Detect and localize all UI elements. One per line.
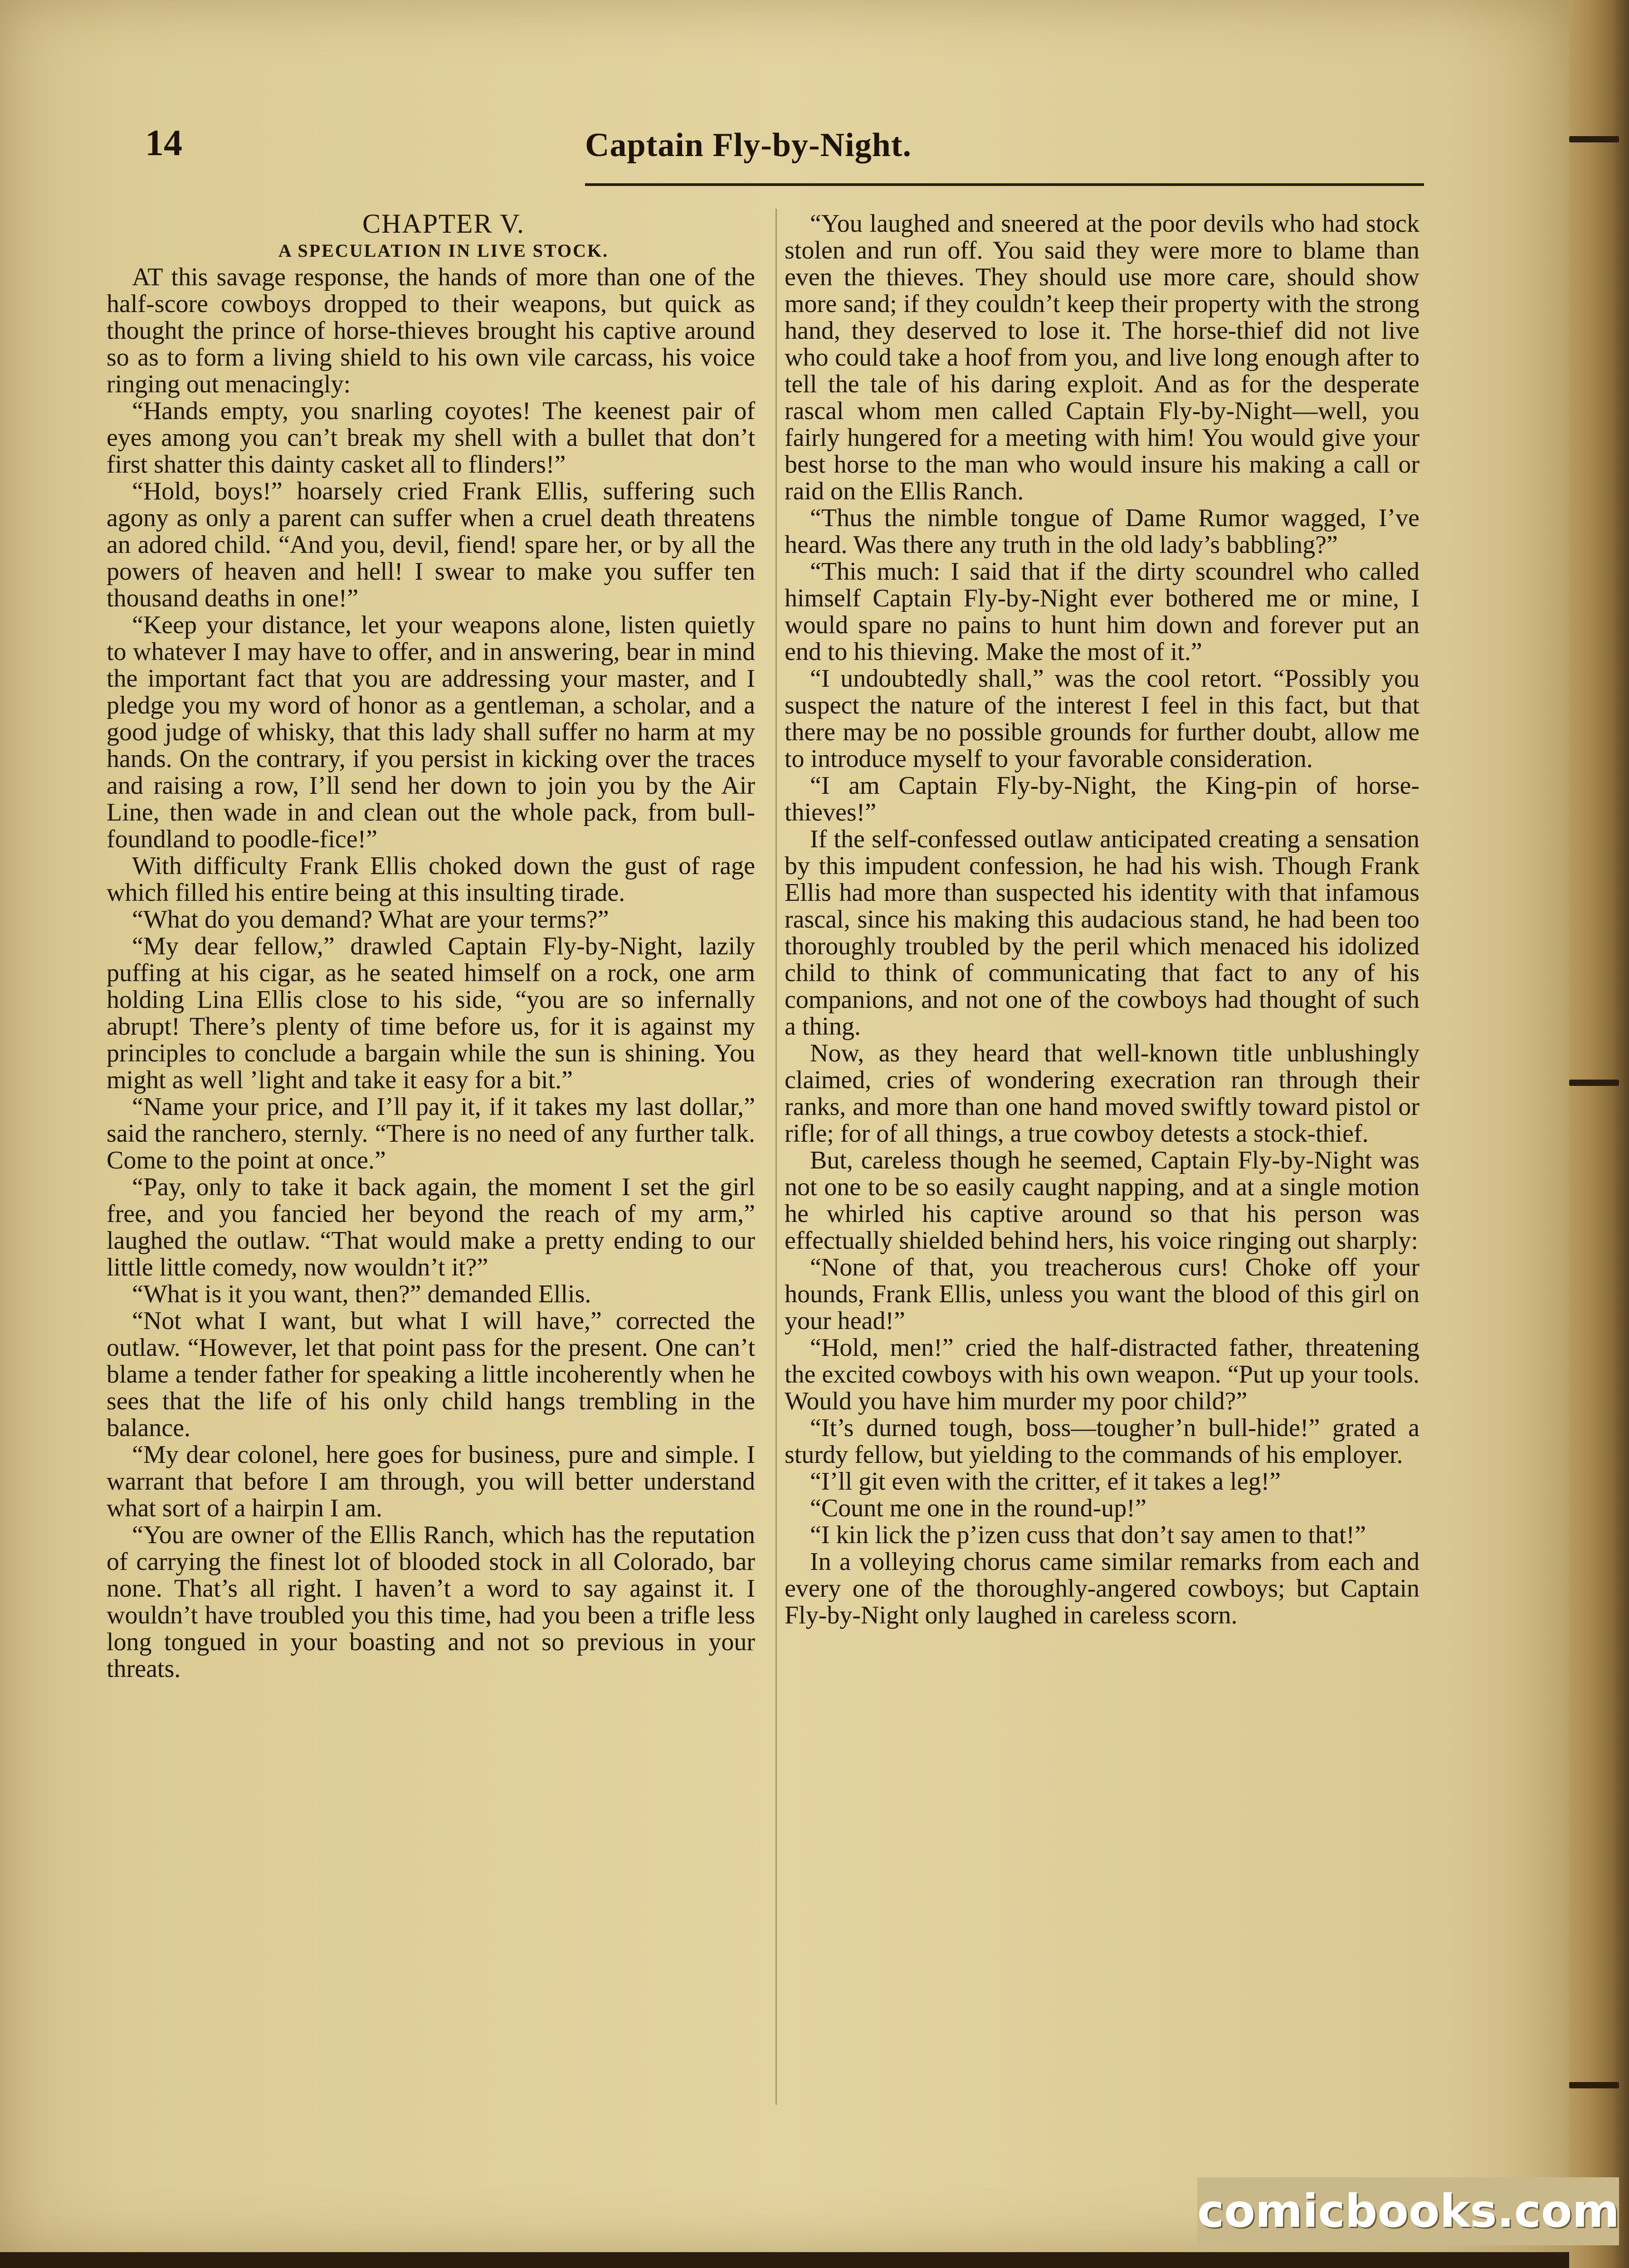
paragraph: “You laughed and sneered at the poor devils who had stock stolen and run off. You said they were more to blame than even the thieves. They should use more care, should show more sand; if they couldn’t keep their property with the strong hand, they deserved to lose it. The horse-thief did not live who could take a hoof from you, and live long enough after to tell the tale of his daring exploit. And as for the desperate rascal whom men called Captain Fly-by-Night—well, you fairly hungered for a meeting with him! You would give your best horse to the man who would insure his making a call or raid on the Ellis Ranch. bbox=[785, 210, 1419, 505]
paragraph: “I undoubtedly shall,” was the cool retort. “Possibly you suspect the nature of the interest I feel in this fact, but that there may be no possible grounds for further doubt, allow me to introduce myself to your favorable consideration. bbox=[785, 665, 1419, 773]
staple-mark bbox=[1569, 2082, 1619, 2088]
paragraph: “Thus the nimble tongue of Dame Rumor wagged, I’ve heard. Was there any truth in the old lady’s babbling?” bbox=[785, 504, 1419, 559]
chapter-title: CHAPTER V. bbox=[362, 209, 525, 239]
paragraph: “Not what I want, but what I will have,” corrected the outlaw. “However, let that point pass for the present. One can’t blame a tender father for speaking a little incoherently when he sees that the life of his only child hangs trembling in the balance. bbox=[107, 1307, 755, 1442]
paragraph: “Pay, only to take it back again, the moment I set the girl free, and you fancied her beyond the reach of my arm,” laughed the outlaw. “That would make a pretty ending to our little little comedy, now wouldn’t it?” bbox=[107, 1173, 755, 1281]
page-number: 14 bbox=[145, 122, 182, 163]
paragraph: AT this savage response, the hands of more than one of the half-score cowboys dropped to their weapons, but quick as thought the prince of horse-thieves brought his captive around so as to form a living shield to his own vile carcass, his voice ringing out menacingly: bbox=[107, 263, 755, 398]
paragraph: “You are owner of the Ellis Ranch, which has the reputation of carrying the finest lot of blooded stock in all Colorado, bar none. That’s all right. I haven’t a word to say against it. I wouldn’t have troubled you this time, had you been a trifle less long tongued in your boasting and not so previous in your threats. bbox=[107, 1521, 755, 1683]
paragraph: “This much: I said that if the dirty scoundrel who called himself Captain Fly-by-Night ever bothered me or mine, I would spare no pains to hunt him down and forever put an end to his thieving. Make the most of it.” bbox=[785, 557, 1419, 666]
paragraph: “Hold, boys!” hoarsely cried Frank Ellis, suffering such agony as only a parent can suffer when a cruel death threatens an adored child. “And you, devil, fiend! spare her, or by all the powers of heaven and hell! I swear to make you suffer ten thousand deaths in one!” bbox=[107, 477, 755, 612]
running-title: Captain Fly-by-Night. bbox=[585, 127, 912, 164]
staple-mark bbox=[1569, 136, 1619, 142]
paragraph: Now, as they heard that well-known title unblushingly claimed, cries of wondering execration ran through their ranks, and more than one hand moved swiftly toward pistol or rifle; for of all things, a true cowboy detests a stock-thief. bbox=[785, 1039, 1419, 1148]
paragraph: “What do you demand? What are your terms?” bbox=[132, 905, 609, 934]
paragraph: “It’s durned tough, boss—tougher’n bull-hide!” grated a sturdy fellow, but yielding to the commands of his employer. bbox=[785, 1414, 1419, 1469]
chapter-subtitle: A SPECULATION IN LIVE STOCK. bbox=[278, 240, 609, 261]
site-watermark: comicbooks.com bbox=[1197, 2177, 1619, 2245]
paragraph: In a volleying chorus came similar remarks from each and every one of the thoroughly-angered cowboys; but Captain Fly-by-Night only laughed in careless scorn. bbox=[785, 1548, 1419, 1629]
binding-edge bbox=[1569, 0, 1629, 2268]
paragraph: “Hold, men!” cried the half-distracted father, threatening the excited cowboys with his own weapon. “Put up your tools. Would you have him murder my poor child?” bbox=[785, 1334, 1419, 1415]
paragraph: “Keep your distance, let your weapons alone, listen quietly to whatever I may have to offer, and in answering, bear in mind the important fact that you are addressing your master, and I pledge you my word of honor as a gentleman, a scholar, and a good judge of whisky, that this lady shall suffer no harm at my hands. On the contrary, if you persist in kicking over the traces and raising a row, I’ll send her down to join you by the Air Line, then wade in and clean out the whole pack, from bull-foundland to poodle-fice!” bbox=[107, 611, 755, 853]
left-column bbox=[107, 210, 755, 1682]
paragraph: With difficulty Frank Ellis choked down the gust of rage which filled his entire being at this insulting tirade. bbox=[107, 852, 755, 907]
paragraph: “Name your price, and I’ll pay it, if it takes my last dollar,” said the ranchero, sternly. “There is no need of any further talk. Come to the point at once.” bbox=[107, 1093, 755, 1174]
paragraph: “I’ll git even with the critter, ef it takes a leg!” bbox=[810, 1467, 1281, 1496]
paragraph: “My dear colonel, here goes for business, pure and simple. I warrant that before I am through, you will better understand what sort of a hairpin I am. bbox=[107, 1441, 755, 1522]
column-divider bbox=[775, 209, 777, 2105]
paragraph: But, careless though he seemed, Captain Fly-by-Night was not one to be so easily caught napping, and at a single motion he whirled his captive around so that his person was effectually shielded behind hers, his voice ringing out sharply: bbox=[785, 1146, 1419, 1255]
header-rule bbox=[585, 183, 1424, 186]
paragraph: “What is it you want, then?” demanded Ellis. bbox=[132, 1280, 591, 1308]
paragraph: “Hands empty, you snarling coyotes! The keenest pair of eyes among you can’t break my shell with a bullet that don’t first shatter this dainty casket all to flinders!” bbox=[107, 397, 755, 479]
paragraph: “My dear fellow,” drawled Captain Fly-by-Night, lazily puffing at his cigar, as he seated himself on a rock, one arm holding Lina Ellis close to his side, “you are so infernally abrupt! There’s plenty of time before us, for it is against my principles to conclude a bargain while the sun is shining. You might as well ’light and take it easy for a bit.” bbox=[107, 932, 755, 1094]
paragraph: “None of that, you treacherous curs! Choke off your hounds, Frank Ellis, unless you want the blood of this girl on your head!” bbox=[785, 1253, 1419, 1335]
staple-mark bbox=[1569, 1080, 1619, 1086]
paragraph: “I kin lick the p’izen cuss that don’t say amen to that!” bbox=[810, 1521, 1366, 1549]
right-column bbox=[785, 210, 1419, 1629]
paragraph: “Count me one in the round-up!” bbox=[810, 1494, 1146, 1522]
paragraph: If the self-confessed outlaw anticipated creating a sensation by this impudent confession, he had his wish. Though Frank Ellis had more than suspected his identity with that infamous rascal, since his making this audacious stand, he had been too thoroughly troubled by the peril which menaced his idolized child to think of communicating that fact to any of his companions, and not one of the cowboys had thought of such a thing. bbox=[785, 825, 1419, 1041]
paragraph: “I am Captain Fly-by-Night, the King-pin of horse-thieves!” bbox=[785, 772, 1419, 826]
